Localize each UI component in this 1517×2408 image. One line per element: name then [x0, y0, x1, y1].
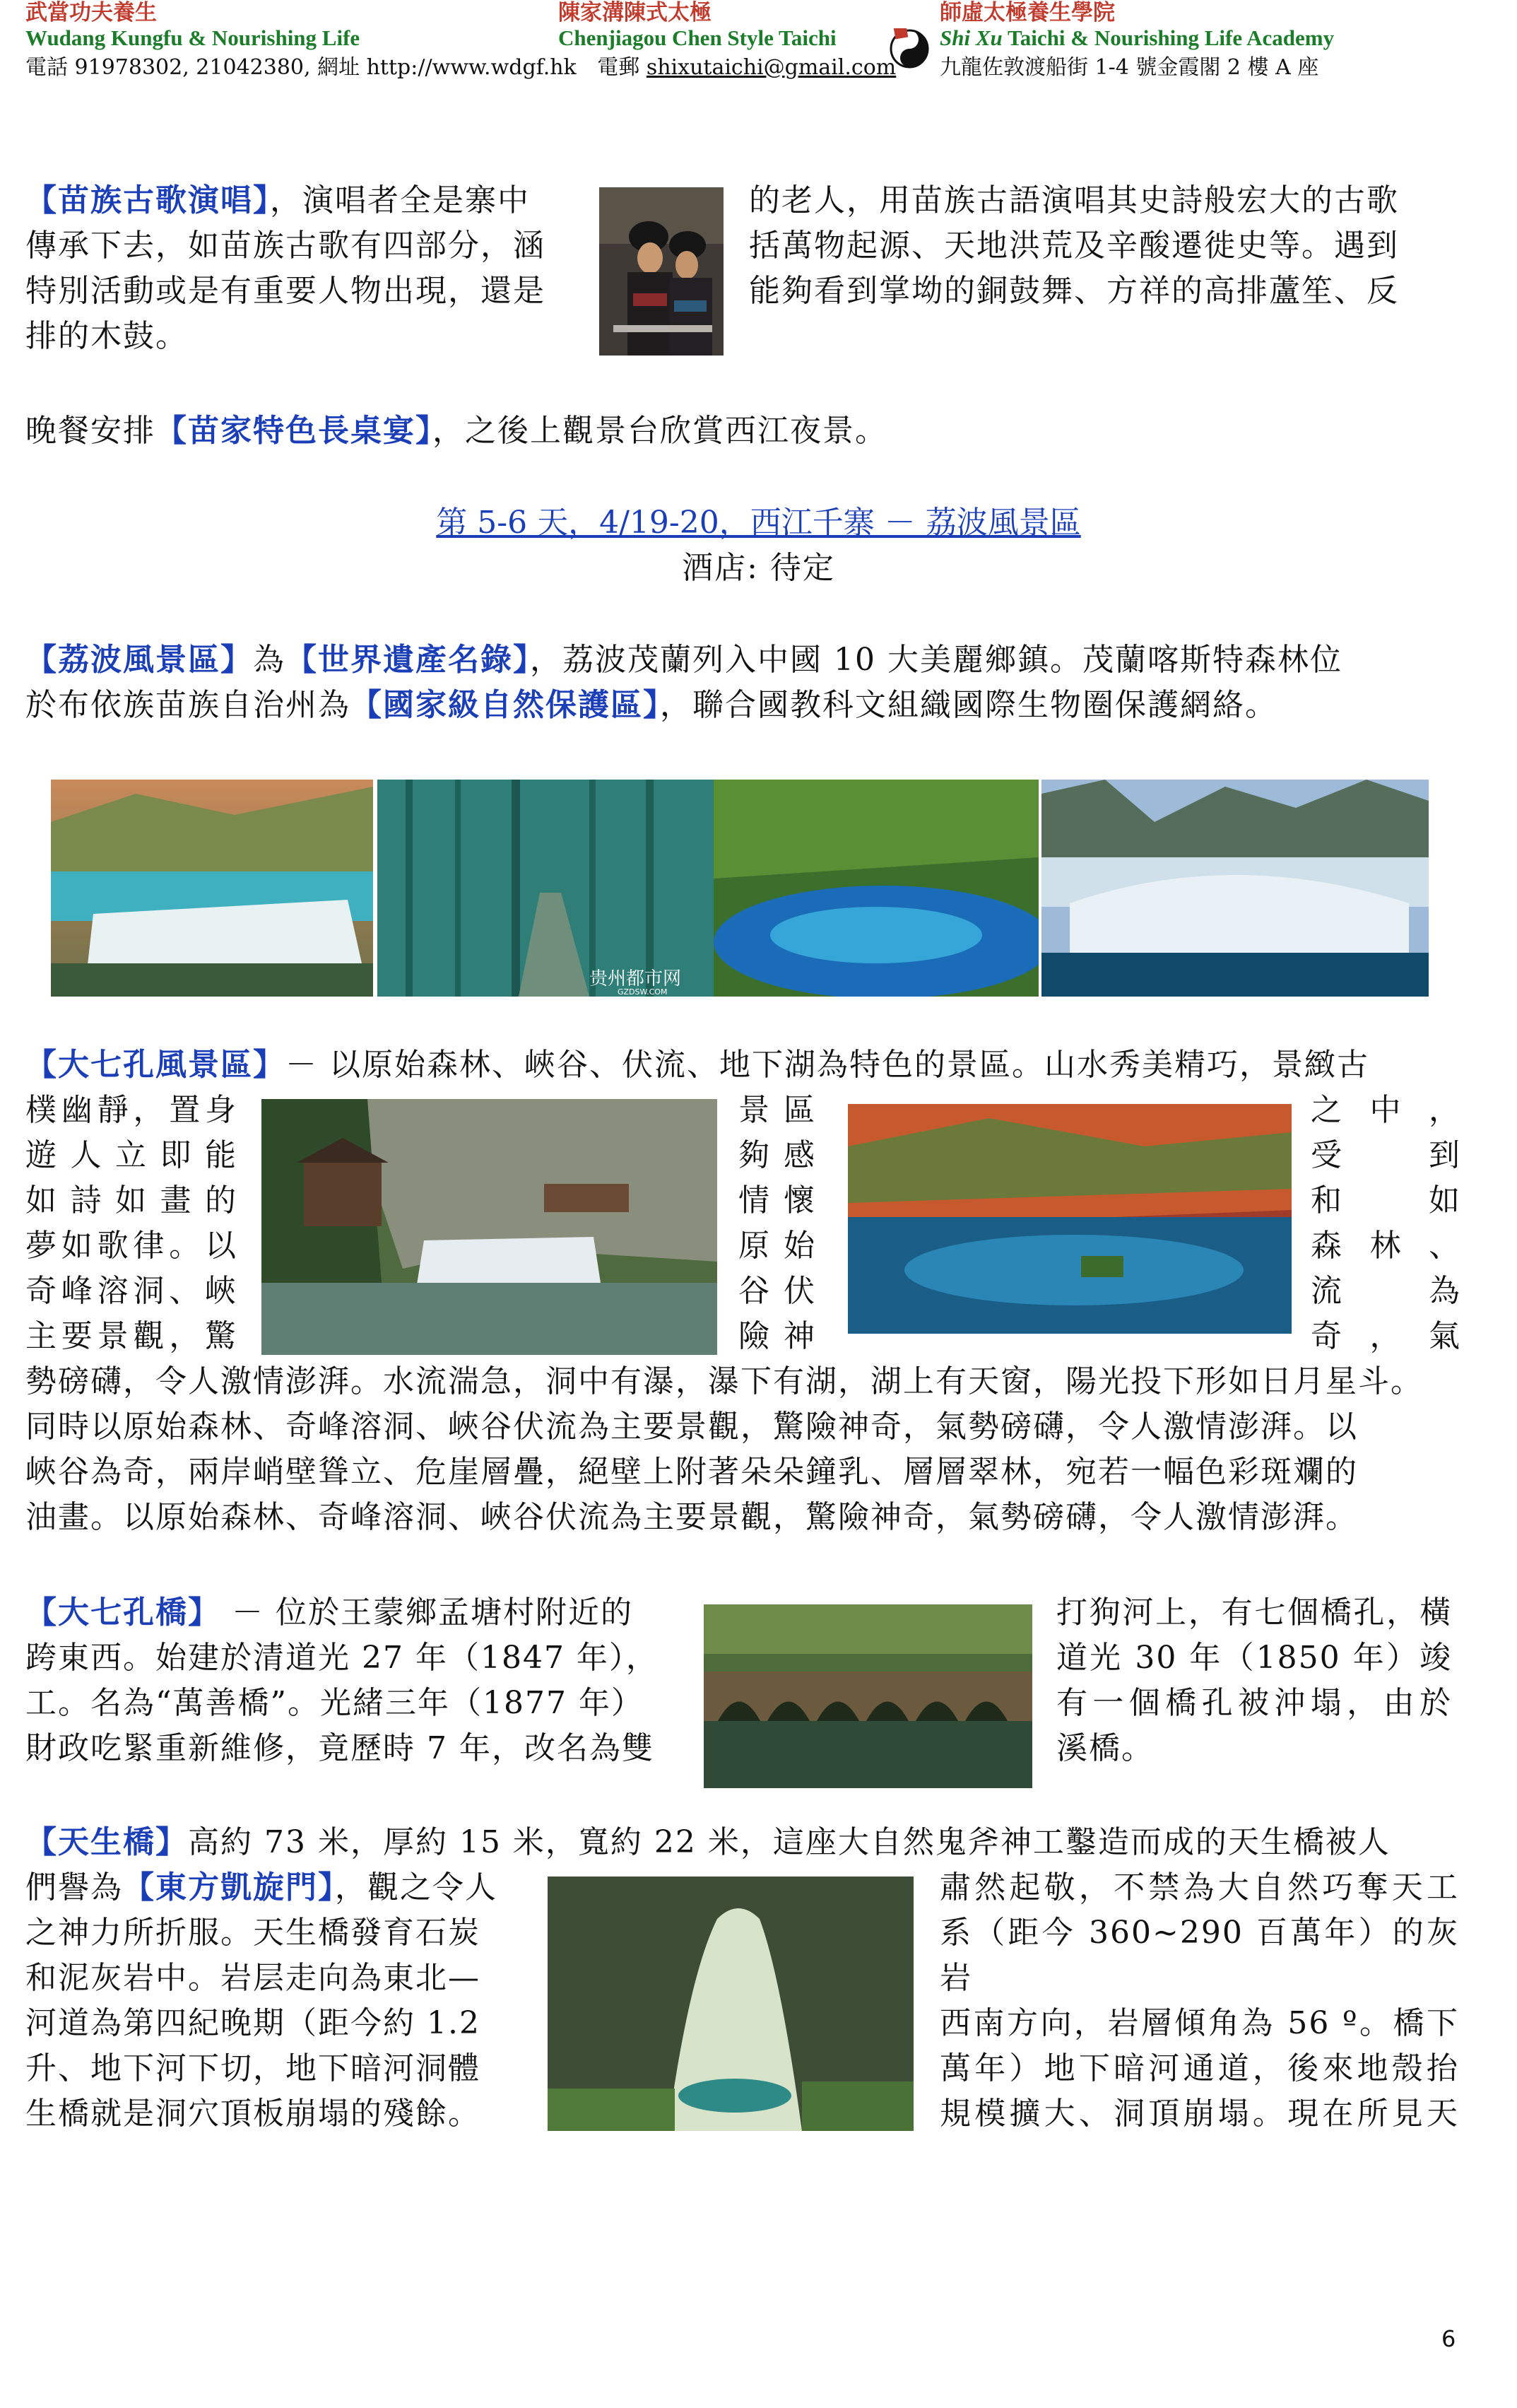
header-address: 九龍佐敦渡船街 1-4 號金霞閣 2 樓 A 座 [940, 55, 1319, 80]
tianshengqiao-left: 們譽為【東方凱旋門】，觀之令人 之神力所折服。天生橋發育石炭 和泥灰岩中。岩层走向為東北— 河道為第四紀晚期（距今約 1.2 升、地下河下切，地下暗河洞體 生橋就是洞穴頂板崩塌的殘餘。 [25, 1869, 497, 2132]
bridge-left: 【大七孔橋】 － 位於王蒙鄉孟塘村附近的 跨東西。始建於清道光 27 年（1847 年）， 工。名為“萬善橋”。光緒三年（1877 年） 財政吃緊重新維修，竟歷時 7 年，改名為雙 [25, 1594, 659, 1766]
bridge-heading: 【大七孔橋】 [25, 1594, 220, 1631]
watermark-text: 贵州都市网 [589, 968, 682, 989]
header-school-en: Wudang Kungfu & Nourishing Life [25, 25, 360, 50]
tianshengqiao-heading: 【天生橋】 [25, 1824, 188, 1860]
daqikong-col-middle: 景區 夠感 情懷 原始 谷伏 險神 [738, 1092, 816, 1354]
libo-waterfall-photo [51, 780, 373, 997]
miao-song-right: 的老人，用苗族古語演唱其史詩般宏大的古歌 括萬物起源、天地洪荒及辛酸遷徙史等。遇到 能夠看到掌坳的銅鼓舞、方祥的高排蘆笙、反 [749, 182, 1399, 309]
day-title: 第 5-6 天，4/19-20，西江千寨 － 荔波風景區 [436, 505, 1081, 541]
daqikong-cliff-waterfall-photo [261, 1099, 717, 1355]
header-academy-en: Shi Xu Taichi & Nourishing Life Academy [940, 25, 1335, 50]
libo-bamboo-forest-photo [377, 780, 714, 997]
daqikong-col-right: 之中， 受到 和如 森林、 流為 奇，氣 [1311, 1092, 1461, 1354]
header-phone-url: 電話 91978302, 21042380, 網址 http://www.wdgf.hk [25, 55, 577, 80]
hotel-line: 酒店: 待定 [682, 550, 835, 586]
dinner-paragraph: 晚餐安排【苗家特色長桌宴】，之後上觀景台欣賞西江夜景。 [25, 413, 887, 449]
daqikong-heading: 【大七孔風景區】 [25, 1047, 285, 1083]
daqikong-autumn-lake-photo [848, 1104, 1292, 1334]
header-email-label: 電郵 [597, 55, 640, 80]
header-school-cn: 武當功夫養生 [25, 0, 157, 25]
daqikong-col-left: 樸幽靜，置身 遊人立即能 如詩如畫的 夢如歌律。以 奇峰溶洞、峽 主要景觀，驚 [25, 1092, 237, 1354]
header-contact [25, 55, 896, 81]
dinner-highlight: 【苗家特色長桌宴】 [155, 413, 432, 449]
libo-curtain-falls-photo [1041, 780, 1429, 997]
header-email-link[interactable]: shixutaichi@gmail.com [646, 55, 897, 80]
header-style-en: Chenjiagou Chen Style Taichi [558, 25, 837, 50]
tianshengqiao-first-line: 【天生橋】高約 73 米，厚約 15 米，寬約 22 米，這座大自然鬼斧神工鑿造而成的天生橋被人 [25, 1824, 1391, 1860]
daqikong-first-line: 【大七孔風景區】－ 以原始森林、峽谷、伏流、地下湖為特色的景區。山水秀美精巧，景緻古 [25, 1047, 1369, 1083]
seven-arch-bridge-photo [704, 1604, 1032, 1788]
bridge-right: 打狗河上，有七個橋孔，橫 道光 30 年（1850 年）竣 有一個橋孔被沖塌，由於 溪橋。 [1056, 1594, 1452, 1766]
natural-bridge-photo [548, 1877, 914, 2131]
header-style-cn: 陳家溝陳式太極 [558, 0, 712, 25]
miao-singers-photo [599, 187, 724, 356]
page-number: 6 [1441, 2325, 1456, 2352]
watermark-url: GZDSW.COM [618, 987, 668, 997]
libo-blue-pool-photo [714, 780, 1039, 997]
header-academy-cn: 師虛太極養生學院 [940, 0, 1115, 25]
oriental-arc-highlight: 【東方凱旋門】 [123, 1869, 335, 1905]
libo-paragraph: 【荔波風景區】為【世界遺產名錄】，荔波茂蘭列入中國 10 大美麗鄉鎮。茂蘭喀斯特森林位 於布依族苗族自治州為【國家級自然保護區】，聯合國教科文組織國際生物圈保護網絡。 [25, 642, 1342, 723]
tianshengqiao-right: 肅然起敬，不禁為大自然巧奪天工 系（距今 360~290 百萬年）的灰岩 西南方向，岩層傾角為 56 º。橋下 萬年）地下暗河通道，後來地殼抬 規模擴大、洞頂崩塌。現在所見天 [940, 1869, 1459, 2132]
daqikong-body: 勢磅礴，令人激情澎湃。水流湍急，洞中有瀑，瀑下有湖，湖上有天窗，陽光投下形如日月星斗。 同時以原始森林、奇峰溶洞、峽谷伏流為主要景觀，驚險神奇，氣勢磅礴，令人激情澎湃。以 峽谷為奇，兩岸峭壁聳立、危崖層疊，絕壁上附著朵朵鐘乳、層層翠林，宛若一幅色彩斑斕的 油畫。以原始森林、奇峰溶洞、峽谷伏流為主要景觀，驚險神奇，氣勢磅礴，令人激情澎湃。 [25, 1363, 1423, 1535]
miao-song-heading: 【苗族古歌演唱】 [25, 182, 270, 218]
miao-song-left: 【苗族古歌演唱】，演唱者全是寨中 傳承下去，如苗族古歌有四部分，涵 特別活動或是有重要人物出現，還是 排的木鼓。 [25, 182, 545, 354]
